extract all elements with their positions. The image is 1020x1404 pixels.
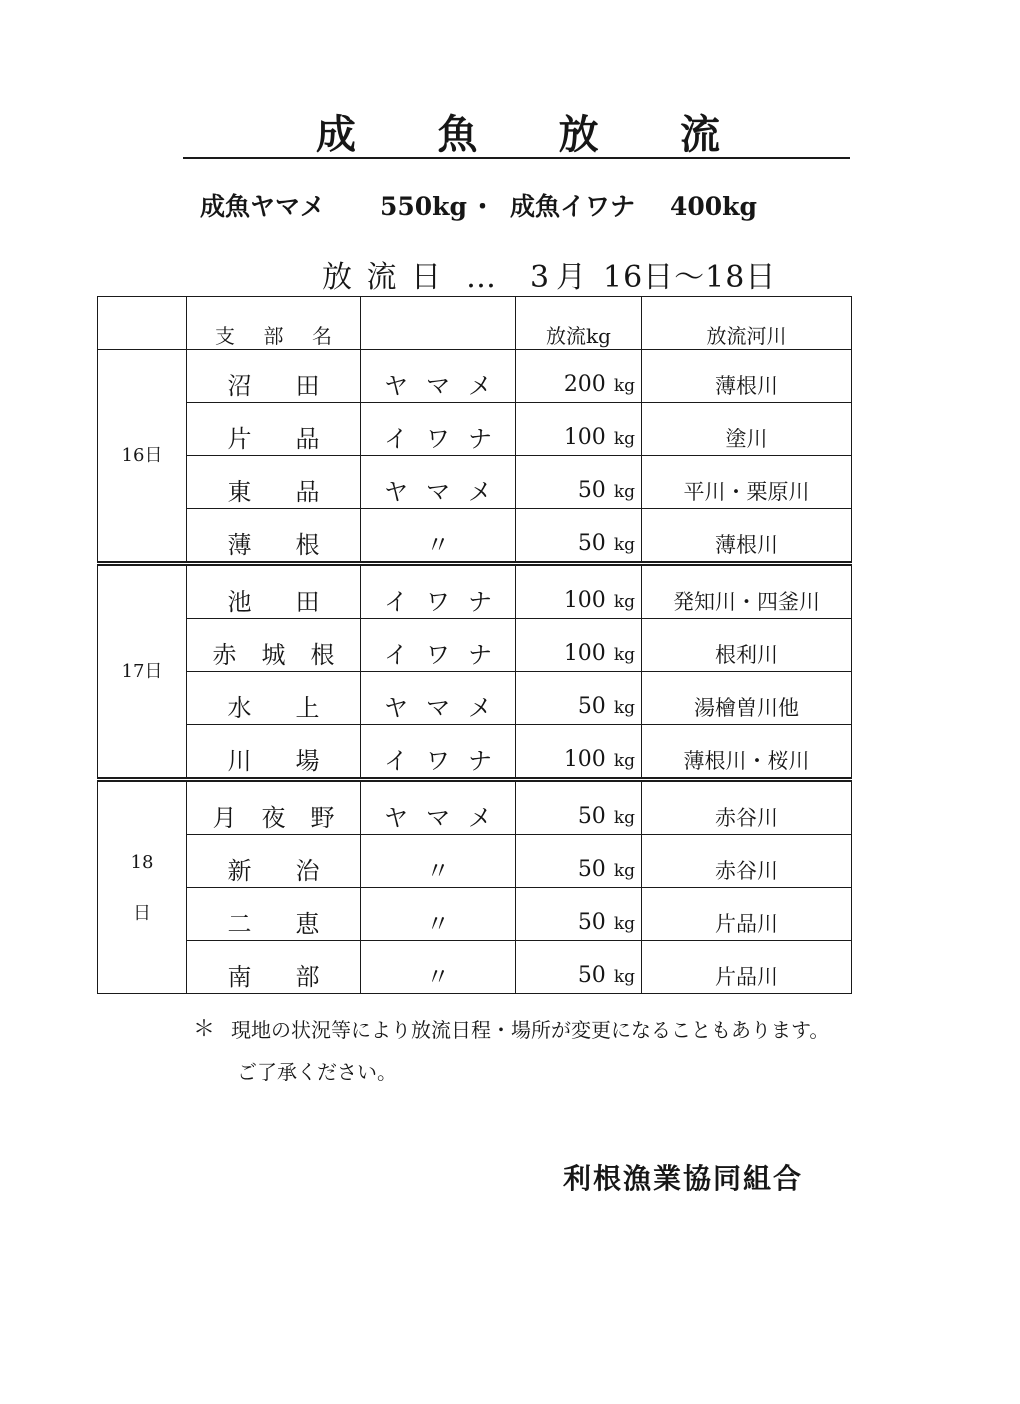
day-number: 18: [130, 851, 154, 873]
species-name: [384, 373, 492, 399]
glyph: 東: [227, 478, 252, 506]
species-cell: [361, 564, 516, 619]
species-cell: [361, 835, 516, 888]
glyph: 放: [558, 111, 599, 158]
branch-name: [228, 532, 320, 558]
glyph: イ: [384, 588, 408, 616]
glyph: 上: [295, 694, 320, 722]
species-name: [384, 805, 492, 831]
glyph: 根: [295, 531, 320, 559]
glyph: 片: [227, 425, 252, 453]
amount-cell: [516, 456, 642, 509]
glyph: 〃: [426, 857, 450, 885]
amount-unit: kg: [613, 376, 635, 396]
glyph: 沼: [227, 372, 252, 400]
glyph: 恵: [295, 910, 320, 938]
glyph: 場: [295, 747, 320, 775]
table-row: [98, 509, 852, 564]
glyph: マ: [426, 372, 450, 400]
amount-cell: [516, 564, 642, 619]
amount-unit: kg: [613, 535, 635, 555]
iwana-amount: 400kg: [670, 192, 757, 221]
branch-name: [228, 695, 320, 721]
branch-name: [228, 426, 320, 452]
glyph: 〃: [426, 531, 450, 559]
glyph: 新: [227, 857, 252, 885]
river-name: 赤谷川: [715, 806, 778, 830]
species-name: [384, 479, 492, 505]
river-name: 片品川: [715, 912, 778, 936]
table-row: [98, 619, 852, 672]
glyph: ナ: [468, 641, 492, 669]
glyph: 月: [212, 804, 237, 832]
amount-value: 50: [577, 804, 606, 829]
branch-cell: [187, 725, 361, 780]
species-name: [384, 858, 492, 884]
glyph: 野: [310, 804, 335, 832]
glyph: マ: [426, 804, 450, 832]
branch-cell: [187, 619, 361, 672]
release-month: [530, 261, 586, 295]
glyph: ヤ: [384, 372, 408, 400]
glyph: 流: [679, 111, 720, 158]
river-cell: [642, 780, 852, 835]
glyph: ワ: [426, 588, 450, 616]
branch-name: [228, 589, 320, 615]
glyph: 部: [263, 324, 284, 348]
glyph: 池: [227, 588, 252, 616]
table-row: [98, 564, 852, 619]
river-name: 薄根川: [715, 374, 778, 398]
amount-value: 50: [577, 694, 606, 719]
glyph: 月: [556, 260, 586, 295]
branch-cell: [187, 835, 361, 888]
table-row: [98, 888, 852, 941]
amount-value: 100: [563, 641, 606, 666]
amount-value: 50: [577, 857, 606, 882]
river-cell: [642, 888, 852, 941]
branch-name: [228, 373, 320, 399]
glyph: イ: [384, 747, 408, 775]
day-suffix: 日: [133, 902, 151, 924]
glyph: 赤: [212, 641, 237, 669]
glyph: ヤ: [384, 804, 408, 832]
table-row: [98, 456, 852, 509]
header-species-cell: [361, 297, 516, 350]
glyph: メ: [468, 804, 492, 832]
glyph: 水: [227, 694, 252, 722]
glyph: 二: [227, 910, 252, 938]
river-name: 根利川: [715, 643, 778, 667]
note-asterisk: ＊: [193, 1017, 216, 1042]
river-name: 塗川: [725, 427, 768, 451]
glyph: ワ: [426, 425, 450, 453]
header-branch: [215, 325, 332, 347]
table-row: [98, 672, 852, 725]
river-cell: [642, 725, 852, 780]
iwana-label: 成魚イワナ: [510, 192, 636, 221]
glyph: メ: [468, 478, 492, 506]
yamame-label: 成魚ヤマメ: [200, 192, 326, 221]
glyph: 治: [295, 857, 320, 885]
river-name: 発知川・四釜川: [673, 590, 820, 614]
page-title: [316, 110, 720, 160]
branch-name: [228, 964, 320, 990]
glyph: ヤ: [384, 478, 408, 506]
amount-value: 50: [577, 478, 606, 503]
glyph: 夜: [261, 804, 286, 832]
header-amount-cell: [516, 297, 642, 350]
amount-value: 50: [577, 910, 606, 935]
river-name: 薄根川・桜川: [683, 749, 810, 773]
amount-unit: kg: [613, 914, 635, 934]
glyph: メ: [468, 694, 492, 722]
amount-unit: kg: [613, 751, 635, 771]
amount-value: 100: [563, 747, 606, 772]
species-name: [384, 911, 492, 937]
river-name: 片品川: [715, 965, 778, 989]
branch-cell: [187, 564, 361, 619]
table-header-row: [98, 297, 852, 350]
amount-value: 100: [563, 588, 606, 613]
species-cell: [361, 941, 516, 994]
release-schedule-table: [97, 296, 852, 994]
river-cell: [642, 456, 852, 509]
glyph: イ: [384, 425, 408, 453]
glyph: ワ: [426, 641, 450, 669]
day-label: 17日: [121, 660, 163, 682]
amount-unit: kg: [613, 698, 635, 718]
title-underline: [183, 157, 850, 159]
table-row: [98, 941, 852, 994]
glyph: 薄: [227, 531, 252, 559]
branch-cell: [187, 780, 361, 835]
glyph: 田: [295, 588, 320, 616]
species-name: [384, 964, 492, 990]
river-name: 湯檜曽川他: [694, 696, 799, 720]
river-name: 薄根川: [715, 533, 778, 557]
branch-name: [228, 479, 320, 505]
table-row: [98, 350, 852, 403]
branch-cell: [187, 456, 361, 509]
amount-cell: [516, 619, 642, 672]
subtitle-separator: ・: [470, 192, 496, 221]
river-cell: [642, 509, 852, 564]
branch-cell: [187, 403, 361, 456]
amount-cell: [516, 888, 642, 941]
species-name: [384, 426, 492, 452]
release-day-range: 16日〜18日: [603, 260, 777, 295]
amount-cell: [516, 835, 642, 888]
branch-cell: [187, 350, 361, 403]
glyph: 3: [530, 260, 550, 295]
species-cell: [361, 780, 516, 835]
header-river: 放流河川: [706, 324, 787, 348]
glyph: 田: [295, 372, 320, 400]
amount-cell: [516, 672, 642, 725]
amount-cell: [516, 350, 642, 403]
header-river-cell: [642, 297, 852, 350]
branch-name: [213, 642, 335, 668]
glyph: 川: [227, 747, 252, 775]
species-cell: [361, 403, 516, 456]
glyph: マ: [426, 478, 450, 506]
glyph: 南: [227, 963, 252, 991]
river-cell: [642, 835, 852, 888]
glyph: 部: [295, 963, 320, 991]
river-name: 赤谷川: [715, 859, 778, 883]
glyph: メ: [468, 372, 492, 400]
amount-unit: kg: [613, 861, 635, 881]
species-cell: [361, 619, 516, 672]
amount-cell: [516, 509, 642, 564]
glyph: 城: [261, 641, 286, 669]
amount-value: 100: [563, 425, 606, 450]
glyph: ナ: [468, 588, 492, 616]
glyph: 品: [295, 425, 320, 453]
branch-name: [228, 911, 320, 937]
species-name: [384, 532, 492, 558]
amount-cell: [516, 725, 642, 780]
glyph: ナ: [468, 425, 492, 453]
branch-name: [213, 805, 335, 831]
header-amount: 放流kg: [546, 324, 611, 348]
branch-name: [228, 748, 320, 774]
table-row: [98, 780, 852, 835]
table-row: [98, 403, 852, 456]
release-date-label: [322, 261, 441, 295]
organization-name: 利根漁業協同組合: [563, 1162, 804, 1195]
amount-unit: kg: [613, 645, 635, 665]
glyph: 名: [312, 324, 332, 348]
glyph: 放: [322, 260, 352, 295]
river-cell: [642, 619, 852, 672]
branch-name: [228, 858, 320, 884]
glyph: ナ: [468, 747, 492, 775]
species-cell: [361, 350, 516, 403]
branch-cell: [187, 888, 361, 941]
amount-cell: [516, 941, 642, 994]
river-name: 平川・栗原川: [683, 480, 810, 504]
table-row: [98, 725, 852, 780]
glyph: 〃: [426, 963, 450, 991]
header-day-cell: [98, 297, 187, 350]
day-cell: [98, 350, 187, 564]
amount-cell: [516, 780, 642, 835]
species-name: [384, 695, 492, 721]
amount-unit: kg: [613, 808, 635, 828]
species-cell: [361, 672, 516, 725]
glyph: 魚: [437, 111, 478, 158]
river-cell: [642, 350, 852, 403]
amount-value: 200: [563, 372, 606, 397]
glyph: 〃: [426, 910, 450, 938]
glyph: 根: [310, 641, 335, 669]
glyph: 支: [215, 324, 235, 348]
glyph: イ: [384, 641, 408, 669]
note-text-line1: 現地の状況等により放流日程・場所が変更になることもあります。: [231, 1018, 830, 1042]
amount-value: 50: [577, 531, 606, 556]
glyph: 成: [316, 111, 356, 158]
river-cell: [642, 672, 852, 725]
branch-cell: [187, 672, 361, 725]
species-name: [384, 589, 492, 615]
amount-value: 50: [577, 963, 606, 988]
day-label: 16日: [121, 444, 163, 466]
glyph: 流: [366, 260, 397, 295]
glyph: 品: [295, 478, 320, 506]
amount-unit: kg: [613, 592, 635, 612]
branch-cell: [187, 509, 361, 564]
amount-unit: kg: [613, 482, 635, 502]
species-cell: [361, 725, 516, 780]
release-date-ellipsis: …: [466, 260, 496, 295]
day-cell: [98, 564, 187, 780]
species-cell: [361, 888, 516, 941]
river-cell: [642, 564, 852, 619]
species-cell: [361, 509, 516, 564]
amount-unit: kg: [613, 967, 635, 987]
glyph: ヤ: [384, 694, 408, 722]
river-cell: [642, 403, 852, 456]
amount-unit: kg: [613, 429, 635, 449]
species-name: [384, 748, 492, 774]
table-row: [98, 835, 852, 888]
species-cell: [361, 456, 516, 509]
branch-cell: [187, 941, 361, 994]
header-branch-cell: [187, 297, 361, 350]
day-cell: [98, 780, 187, 994]
glyph: マ: [426, 694, 450, 722]
glyph: ワ: [426, 747, 450, 775]
glyph: 日: [411, 260, 441, 295]
species-name: [384, 642, 492, 668]
amount-cell: [516, 403, 642, 456]
yamame-amount: 550kg: [380, 192, 467, 221]
note-text-line2: ご了承ください。: [237, 1060, 397, 1084]
river-cell: [642, 941, 852, 994]
